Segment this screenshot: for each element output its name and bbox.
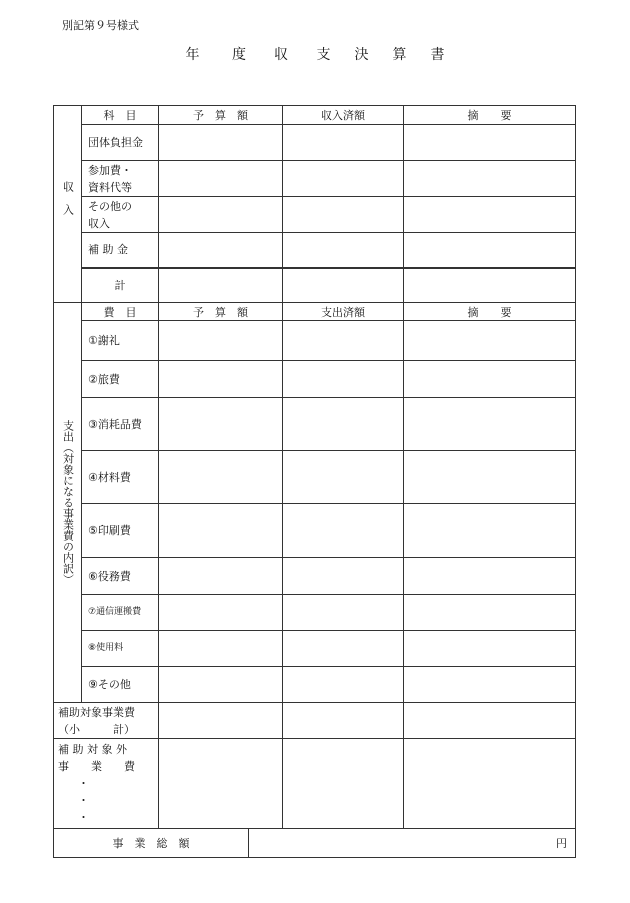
expense-item-header: 費 目 [82,303,159,321]
expense-notes-cell[interactable] [404,398,576,451]
expense-budget-cell[interactable] [159,558,283,595]
expense-row-label: ①謝礼 [82,321,159,361]
expense-notes-header: 摘 要 [404,303,576,321]
expense-notes-cell[interactable] [404,595,576,631]
income-actual-cell[interactable] [283,197,404,233]
expense-row-label: ⑥役務費 [82,558,159,595]
income-row-label: 団体負担金 [82,125,159,161]
expense-row-label: ⑧使用料 [82,631,159,667]
expense-row-label: ⑤印刷費 [82,504,159,558]
expense-actual-cell[interactable] [283,504,404,558]
income-total-actual-cell[interactable] [283,268,404,303]
expense-row-label: ②旅費 [82,361,159,398]
income-actual-cell[interactable] [283,125,404,161]
income-notes-cell[interactable] [404,161,576,197]
income-notes-cell[interactable] [404,125,576,161]
expense-budget-cell[interactable] [159,361,283,398]
expense-notes-cell[interactable] [404,451,576,504]
expense-actual-cell[interactable] [283,667,404,703]
income-budget-cell[interactable] [159,233,283,268]
expense-actual-cell[interactable] [283,558,404,595]
expense-budget-cell[interactable] [159,321,283,361]
expense-actual-cell[interactable] [283,398,404,451]
income-total-budget-cell[interactable] [159,268,283,303]
expense-row-label: ⑨その他 [82,667,159,703]
expense-notes-cell[interactable] [404,631,576,667]
grand-total-amount[interactable] [249,829,576,858]
expense-actual-cell[interactable] [283,631,404,667]
expense-actual-cell[interactable] [283,451,404,504]
income-section-label: 収入 [54,106,82,303]
expense-notes-cell[interactable] [404,558,576,595]
expense-budget-cell[interactable] [159,595,283,631]
income-row-label: 補 助 金 [82,233,159,268]
yen-unit: 円 [556,837,567,850]
subtotal-notes-cell[interactable] [404,703,576,739]
income-total-notes-cell[interactable] [404,268,576,303]
expense-row-label: ③消耗品費 [82,398,159,451]
expense-budget-header: 予 算 額 [159,303,283,321]
income-actual-cell[interactable] [283,233,404,268]
subtotal-label: 補助対象事業費 （小 計） [54,703,159,739]
income-notes-header: 摘 要 [404,106,576,125]
income-budget-header: 予 算 額 [159,106,283,125]
income-total-label: 計 [82,268,159,303]
form-number-label: 別記第９号様式 [62,19,139,32]
income-item-header: 科 目 [82,106,159,125]
non-subsidy-budget-cell[interactable] [159,739,283,829]
expense-budget-cell[interactable] [159,451,283,504]
expense-budget-cell[interactable] [159,504,283,558]
subtotal-budget-cell[interactable] [159,703,283,739]
expense-notes-cell[interactable] [404,361,576,398]
expense-budget-cell[interactable] [159,667,283,703]
expense-notes-cell[interactable] [404,667,576,703]
grand-total-label: 事 業 総 額 [54,829,249,858]
non-subsidy-actual-cell[interactable] [283,739,404,829]
expense-actual-cell[interactable] [283,595,404,631]
expense-section-label: 支出（対象になる事業費の内訳） [54,303,82,703]
income-actual-cell[interactable] [283,161,404,197]
subtotal-actual-cell[interactable] [283,703,404,739]
expense-row-label: ⑦通信運搬費 [82,595,159,631]
expense-actual-cell[interactable] [283,361,404,398]
non-subsidy-notes-cell[interactable] [404,739,576,829]
settlement-table [53,105,576,858]
expense-budget-cell[interactable] [159,398,283,451]
expense-actual-header: 支出済額 [283,303,404,321]
expense-actual-cell[interactable] [283,321,404,361]
income-row-label: その他の 収入 [82,197,159,233]
expense-row-label: ④材料費 [82,451,159,504]
income-row-label: 参加費・ 資料代等 [82,161,159,197]
income-budget-cell[interactable] [159,161,283,197]
income-budget-cell[interactable] [159,125,283,161]
page-title: 年 度 収 支 決 算 書 [185,47,445,63]
income-actual-header: 収入済額 [283,106,404,125]
expense-notes-cell[interactable] [404,321,576,361]
income-notes-cell[interactable] [404,233,576,268]
non-subsidy-label: 補 助 対 象 外 事 業 費 ・ ・ ・ [54,739,159,829]
expense-budget-cell[interactable] [159,631,283,667]
income-budget-cell[interactable] [159,197,283,233]
expense-notes-cell[interactable] [404,504,576,558]
income-notes-cell[interactable] [404,197,576,233]
